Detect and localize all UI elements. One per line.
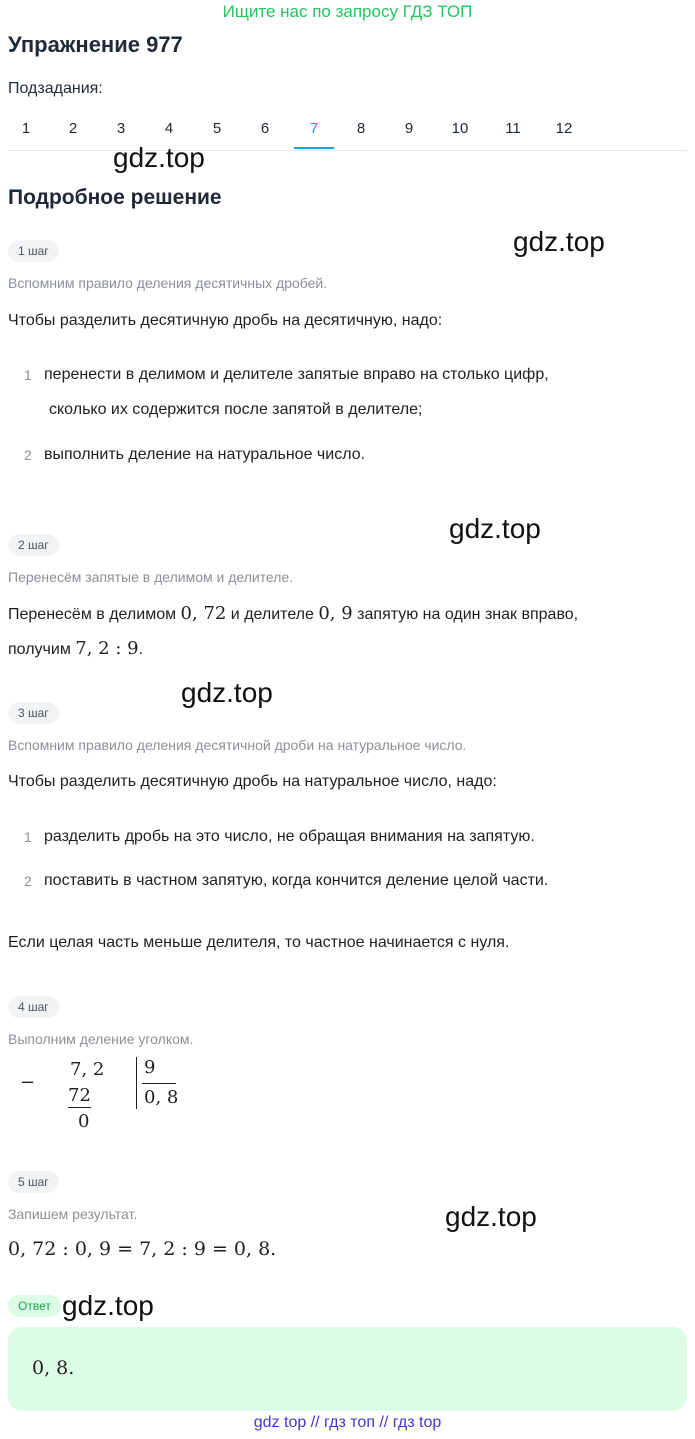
step-hint: Вспомним правило деления десятичных дробей.: [8, 275, 328, 291]
text-part: и делителе: [226, 606, 319, 623]
result-expression: 0, 72 : 0, 9 = 7, 2 : 9 = 0, 8.: [8, 1238, 277, 1260]
section-title: Подробное решение: [8, 186, 222, 209]
text-part: .: [138, 641, 144, 658]
step-badge: 4 шаг: [8, 996, 59, 1018]
tab-11[interactable]: 11: [505, 120, 521, 137]
division-bar-vertical: [136, 1057, 137, 1109]
watermark: gdz.top: [113, 142, 205, 173]
list-item: поставить в частном запятую, когда кончится деление целой части.: [44, 872, 549, 889]
step-badge: 5 шаг: [8, 1171, 59, 1193]
watermark: gdz.top: [62, 1290, 154, 1321]
tab-3[interactable]: 3: [116, 120, 126, 137]
tab-8[interactable]: 8: [356, 120, 366, 137]
list-number: 1: [24, 367, 32, 383]
watermark: gdz.top: [181, 677, 273, 708]
step-text: [8, 603, 578, 624]
division-bar-horizontal: [142, 1083, 176, 1084]
step-hint: Перенесём запятые в делимом и делителе.: [8, 569, 294, 585]
tab-12[interactable]: 12: [555, 120, 573, 137]
active-tab-indicator: [294, 147, 334, 149]
division-subtrahend: 72: [68, 1085, 91, 1106]
tab-9[interactable]: 9: [404, 120, 414, 137]
watermark: gdz.top: [513, 226, 605, 257]
text-part: получим: [8, 641, 76, 658]
list-item: выполнить деление на натуральное число.: [44, 446, 366, 463]
tab-10[interactable]: 10: [451, 120, 469, 137]
list-number: 2: [24, 447, 32, 463]
step-note: Если целая часть меньше делителя, то частное начинается с нуля.: [8, 934, 510, 951]
step-hint: Выполним деление уголком.: [8, 1031, 194, 1047]
step-badge: 1 шаг: [8, 240, 59, 262]
step-text: Чтобы разделить десятичную дробь на натуральное число, надо:: [8, 773, 497, 790]
step-text: [8, 638, 143, 659]
list-item-continuation: сколько их содержится после запятой в делителе;: [49, 401, 423, 418]
tab-1[interactable]: 1: [21, 120, 31, 137]
list-number: 2: [24, 873, 32, 889]
watermark: gdz.top: [445, 1201, 537, 1232]
step-badge: 2 шаг: [8, 534, 59, 556]
footer-links: gdz top // гдз топ // гдз top: [253, 1414, 442, 1431]
math-expression: 7, 2 : 9: [75, 638, 139, 659]
division-divisor: 9: [144, 1057, 156, 1078]
answer-value: 0, 8.: [32, 1357, 75, 1379]
step-text: Чтобы разделить десятичную дробь на десятичную, надо:: [8, 312, 443, 329]
division-remainder: 0: [78, 1111, 90, 1132]
minus-sign: −: [20, 1072, 36, 1093]
text-part: Перенесём в делимом: [8, 606, 181, 623]
division-quotient: 0, 8: [144, 1087, 179, 1108]
page-title: Упражнение 977: [8, 32, 183, 57]
step-hint: Вспомним правило деления десятичной дроби на натуральное число.: [8, 737, 467, 753]
tab-2[interactable]: 2: [68, 120, 78, 137]
tab-6[interactable]: 6: [260, 120, 270, 137]
list-item: разделить дробь на это число, не обращая внимания на запятую.: [44, 828, 535, 845]
tab-4[interactable]: 4: [164, 120, 174, 137]
tab-5[interactable]: 5: [212, 120, 222, 137]
math-dividend: 0, 72: [180, 603, 227, 624]
list-item: перенести в делимом и делителе запятые вправо на столько цифр,: [44, 366, 549, 383]
subtask-tabs: [8, 110, 687, 151]
watermark: gdz.top: [449, 513, 541, 544]
list-number: 1: [24, 829, 32, 845]
math-divisor: 0, 9: [318, 603, 353, 624]
answer-badge: Ответ: [8, 1295, 61, 1317]
answer-box: [8, 1327, 687, 1411]
top-banner: Ищите нас по запросу ГДЗ ТОП: [222, 2, 473, 21]
division-dividend: 7, 2: [70, 1059, 105, 1080]
subtasks-label: Подзадания:: [8, 80, 103, 97]
step-badge: 3 шаг: [8, 702, 59, 724]
tab-7[interactable]: 7: [309, 120, 319, 137]
step-hint: Запишем результат.: [8, 1206, 138, 1222]
text-part: запятую на один знак вправо,: [352, 606, 579, 623]
